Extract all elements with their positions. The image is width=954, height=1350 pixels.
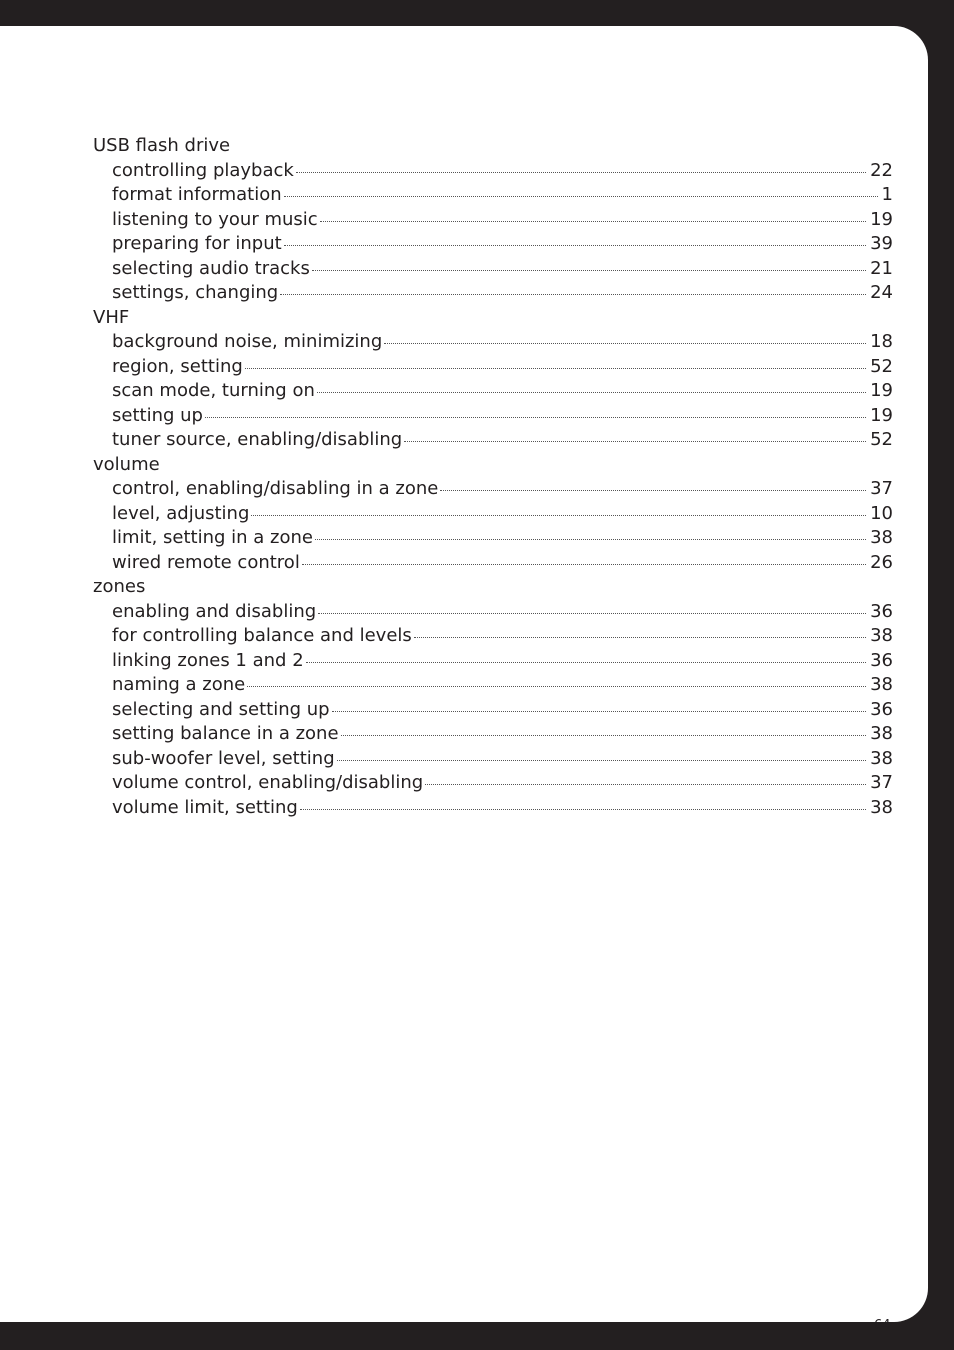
index-entry <box>93 771 893 796</box>
dot-leader <box>302 563 866 565</box>
index-entry-label: volume limit, setting <box>112 796 298 818</box>
dot-leader <box>341 734 867 736</box>
index-entry-label: selecting audio tracks <box>112 257 310 279</box>
dot-leader <box>318 612 866 614</box>
index-entry-page: 52 <box>870 355 893 377</box>
index-entry <box>93 477 893 502</box>
index-entry <box>93 183 893 208</box>
dot-leader <box>247 685 866 687</box>
index-entry <box>93 257 893 282</box>
index-entry-label: limit, setting in a zone <box>112 527 313 548</box>
index-entry-page: 38 <box>870 747 893 769</box>
index-entry-label: controlling playback <box>112 159 294 181</box>
index-entry-page: 19 <box>870 404 893 426</box>
index-entry-page: 37 <box>870 772 893 793</box>
index-entry <box>93 428 893 453</box>
index-entry <box>93 404 893 429</box>
index-heading: volume <box>93 453 160 475</box>
index-entry <box>93 232 893 257</box>
index-entry <box>93 698 893 723</box>
index-entry-page: 39 <box>870 233 893 254</box>
index-entry-page: 21 <box>870 257 893 279</box>
document-page <box>0 26 928 1333</box>
index-entry-page: 38 <box>870 723 893 744</box>
index-entry-page: 10 <box>870 502 893 524</box>
index-entry-label: enabling and disabling <box>112 600 317 622</box>
dot-leader <box>384 342 866 344</box>
dot-leader <box>284 244 866 246</box>
index-entry <box>93 355 893 380</box>
index-entry-page: 52 <box>870 429 893 450</box>
index-entry-page: 38 <box>870 527 893 548</box>
index-entry-label: selecting and setting up <box>112 698 330 720</box>
index-entry-label: linking zones 1 and 2 <box>112 649 304 671</box>
index-entry <box>93 600 893 625</box>
index-entry-page: 22 <box>870 159 893 181</box>
index-entry <box>93 649 893 674</box>
index-entry-label: setting up <box>112 404 203 426</box>
index-heading: USB flash drive <box>93 135 231 156</box>
index-entry <box>93 722 893 747</box>
index-entry-page: 19 <box>870 208 893 230</box>
index-entry <box>93 551 893 576</box>
index-entry <box>93 159 893 184</box>
index-entry <box>93 281 893 306</box>
index-entry-label: background noise, minimizing <box>112 331 383 352</box>
index-entry-label: level, adjusting <box>112 502 250 524</box>
dot-leader <box>414 636 866 638</box>
dot-leader <box>337 759 866 761</box>
index-entry-label: sub-woofer level, setting <box>112 747 335 769</box>
index-entry-page: 24 <box>870 282 893 303</box>
index-entry-label: volume control, enabling/disabling <box>112 772 424 793</box>
dot-leader <box>245 367 866 369</box>
dot-leader <box>317 391 866 393</box>
index-entry-label: listening to your music <box>112 208 318 230</box>
dot-leader <box>425 783 866 785</box>
index-entry-label: preparing for input <box>112 233 282 254</box>
dot-leader <box>205 416 866 418</box>
index-entry-page: 38 <box>870 674 893 695</box>
dot-leader <box>306 661 866 663</box>
index-entry-page: 1 <box>881 184 893 205</box>
dot-leader <box>251 514 866 516</box>
index-entry <box>93 796 893 821</box>
index-entry-page: 38 <box>870 796 893 818</box>
index-entry <box>93 330 893 355</box>
index-entry-label: naming a zone <box>112 674 246 695</box>
index-entry-label: scan mode, turning on <box>112 380 315 401</box>
dot-leader <box>440 489 866 491</box>
index-entry-page: 36 <box>870 649 893 671</box>
index-heading: VHF <box>93 306 130 328</box>
dot-leader <box>300 808 866 810</box>
index-entry-label: wired remote control <box>112 551 300 573</box>
index-entry <box>93 526 893 551</box>
index-entry-page: 26 <box>870 551 893 573</box>
index-entry-page: 37 <box>870 478 893 499</box>
index-list <box>93 134 893 820</box>
index-entry-label: format information <box>112 184 282 205</box>
index-entry <box>93 747 893 772</box>
index-entry <box>93 673 893 698</box>
index-entry-label: control, enabling/disabling in a zone <box>112 478 439 499</box>
index-entry-page: 36 <box>870 698 893 720</box>
dot-leader <box>312 269 866 271</box>
dot-leader <box>284 195 878 197</box>
index-entry-label: settings, changing <box>112 282 279 303</box>
dot-leader <box>280 293 866 295</box>
page-number: 64 <box>874 1318 891 1333</box>
index-entry-label: tuner source, enabling/disabling <box>112 429 403 450</box>
dot-leader <box>332 710 867 712</box>
index-heading: zones <box>93 576 146 597</box>
index-entry-label: region, setting <box>112 355 243 377</box>
index-entry <box>93 502 893 527</box>
index-entry-page: 38 <box>870 625 893 646</box>
dot-leader <box>296 171 866 173</box>
index-entry-page: 18 <box>870 331 893 352</box>
index-entry-page: 36 <box>870 600 893 622</box>
index-entry <box>93 208 893 233</box>
index-entry-page: 19 <box>870 380 893 401</box>
dot-leader <box>404 440 866 442</box>
dot-leader <box>315 538 866 540</box>
dot-leader <box>320 220 866 222</box>
index-entry <box>93 624 893 649</box>
index-entry <box>93 379 893 404</box>
index-entry-label: setting balance in a zone <box>112 723 339 744</box>
index-entry-label: for controlling balance and levels <box>112 625 412 646</box>
